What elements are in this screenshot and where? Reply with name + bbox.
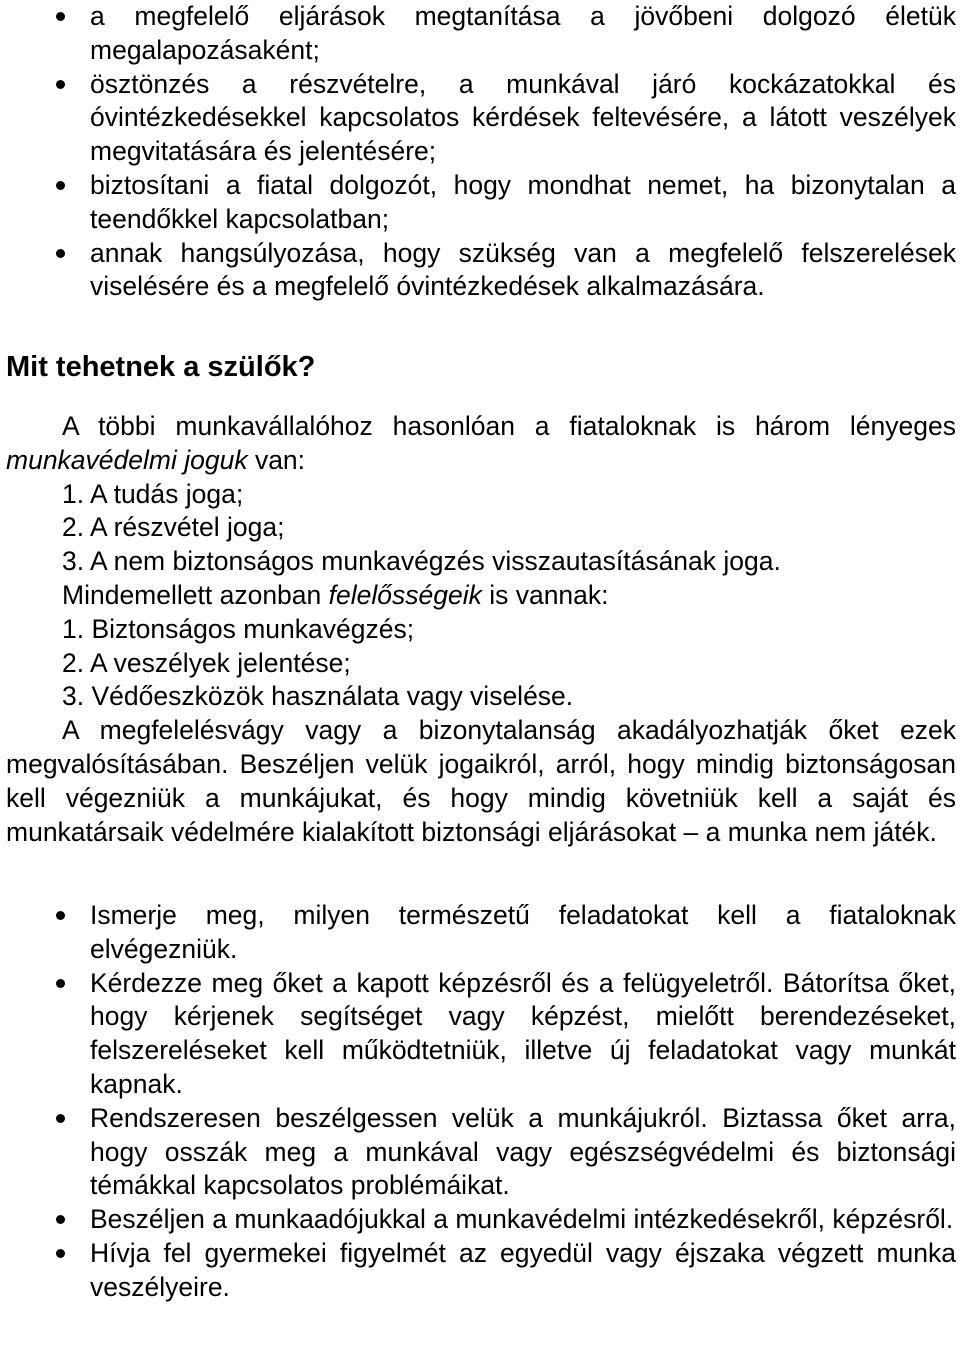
rights-item: 3. A nem biztonságos munkavégzés visszautasításának joga. [62, 546, 781, 577]
responsibilities-intro-text: Mindemellett azonban [62, 579, 329, 610]
closing-paragraph: A megfelelésvágy vagy a bizonytalanság akadályozhatják őket ezek megvalósításában. Beszéljen velük jogaikról, arról, hogy mindig biztonságosan kell végezniük a munkájukat, és hogy mindig követniük kell a saját és munkatársaik védelmére kialakított biztonsági eljárásokat – a munka nem játék. [6, 715, 956, 847]
responsibilities-intro [0, 579, 960, 613]
rights-intro-text: A többi munkavállalóhoz hasonlóan a fiataloknak is három lényeges [62, 411, 956, 441]
responsibilities-item: 3. Védőeszközök használata vagy viselése. [62, 681, 574, 712]
responsibilities-item: 2. A veszélyek jelentése; [62, 647, 351, 678]
list-item: Ismerje meg, milyen természetű feladatokat kell a fiataloknak elvégezniük. [0, 899, 960, 967]
list-item: annak hangsúlyozása, hogy szükség van a megfelelő felszerelések viselésére és a megfelelő óvintézkedések alkalmazására. [0, 237, 960, 305]
responsibilities-intro-emphasis: felelősségeik [328, 579, 482, 610]
rights-intro [0, 410, 960, 478]
list-item: a megfelelő eljárások megtanítása a jövőbeni dolgozó életük megalapozásaként; [0, 0, 960, 68]
list-item: Beszéljen a munkaadójukkal a munkavédelmi intézkedésekről, képzésről. [0, 1203, 960, 1237]
bullet-list-school-tasks [0, 0, 960, 304]
responsibilities-item: 1. Biztonságos munkavégzés; [62, 613, 415, 644]
rights-intro-emphasis: munkavédelmi joguk [6, 444, 248, 475]
responsibilities-intro-tail: is vannak: [481, 579, 609, 610]
rights-item: 1. A tudás joga; [62, 478, 244, 509]
list-item: ösztönzés a részvételre, a munkával járó kockázatokkal és óvintézkedésekkel kapcsolatos kérdések feltevésére, a látott veszélyek megvitatására és jelentésére; [0, 68, 960, 169]
section-heading: Mit tehetnek a szülők? [6, 351, 316, 383]
rights-item: 2. A részvétel joga; [62, 512, 285, 543]
list-item: biztosítani a fiatal dolgozót, hogy mondhat nemet, ha bizonytalan a teendőkkel kapcsolatban; [0, 169, 960, 237]
list-item: Kérdezze meg őket a kapott képzésről és a felügyeletről. Bátorítsa őket, hogy kérjenek segítséget vagy képzést, mielőtt berendezéseket, felszereléseket kell működtetniük, illetve új feladatokat vagy munkát kapnak. [0, 967, 960, 1102]
section-body [0, 410, 960, 849]
bullet-list-parent-tips [0, 899, 960, 1305]
list-item: Hívja fel gyermekei figyelmét az egyedül vagy éjszaka végzett munka veszélyeire. [0, 1237, 960, 1305]
rights-intro-tail: van: [247, 444, 306, 475]
list-item: Rendszeresen beszélgessen velük a munkájukról. Biztassa őket arra, hogy osszák meg a munkával vagy egészségvédelmi és biztonsági témákkal kapcsolatos problémáikat. [0, 1102, 960, 1203]
